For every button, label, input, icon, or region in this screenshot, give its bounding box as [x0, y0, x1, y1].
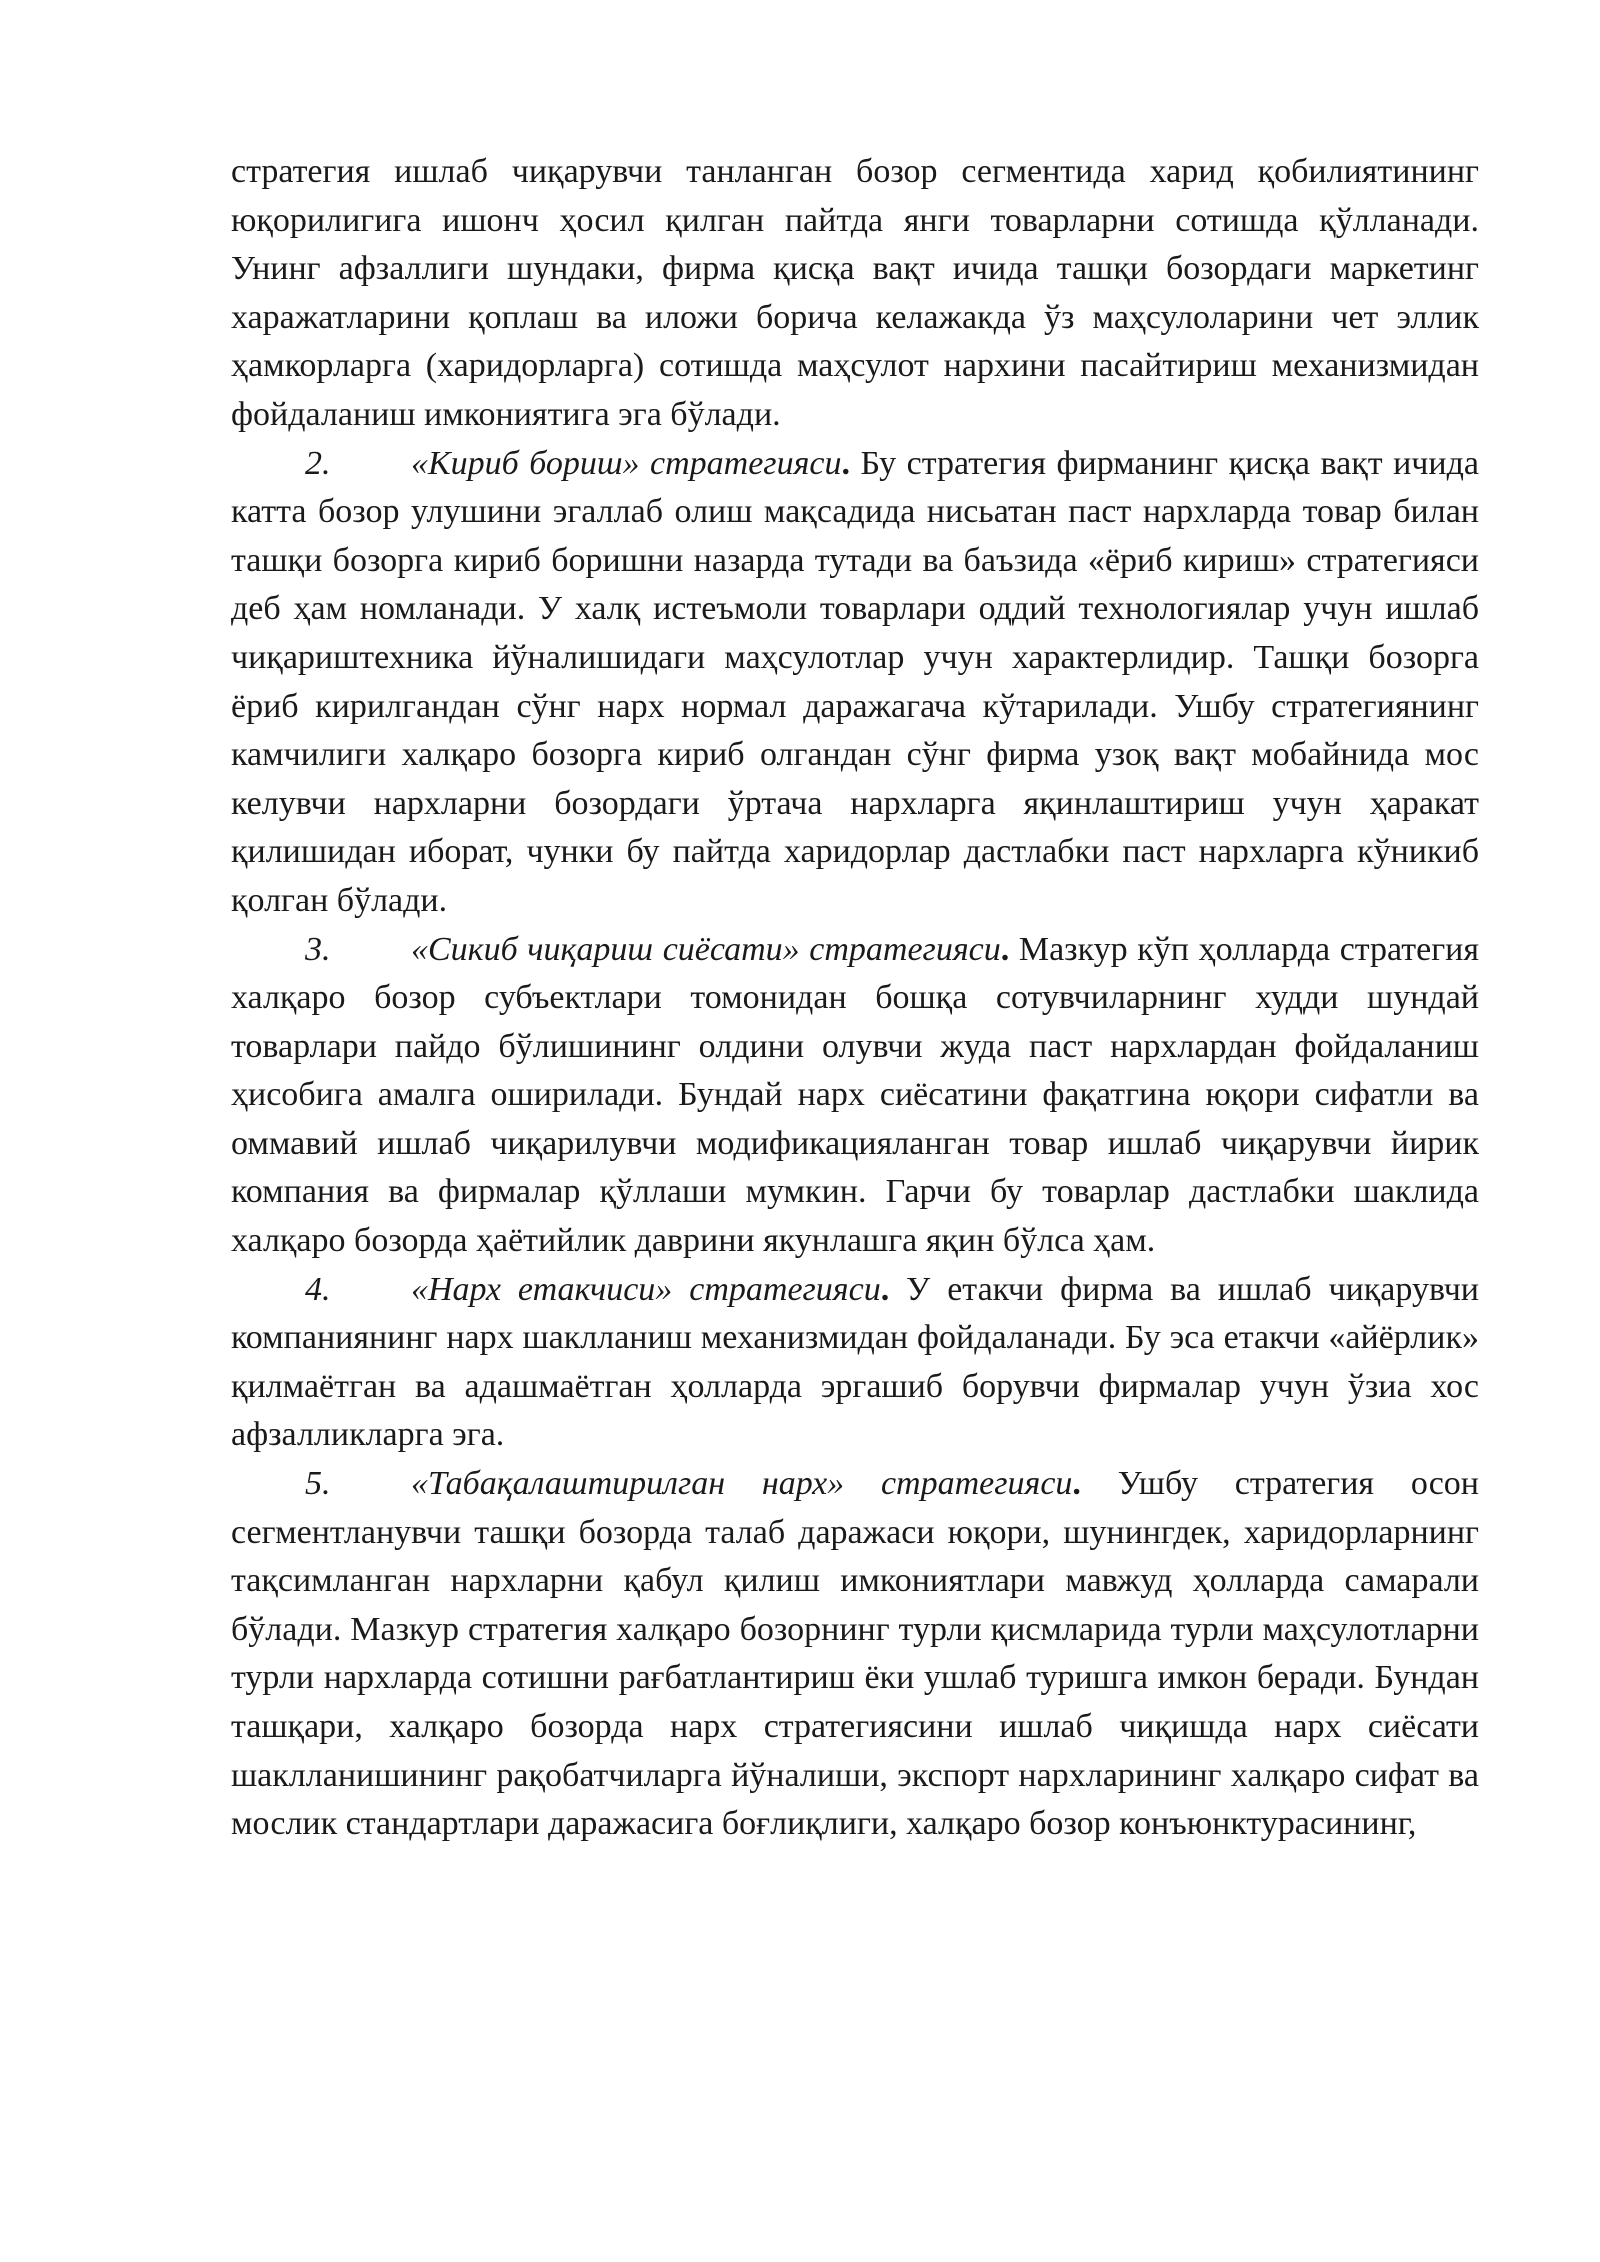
title-punct: .: [841, 444, 850, 482]
strategy-paragraph-2: [231, 440, 1479, 926]
item-number: 3.: [305, 930, 331, 968]
item-number: 2.: [305, 444, 331, 482]
document-page: [231, 148, 1479, 1849]
title-punct: .: [1000, 930, 1010, 968]
intro-paragraph: стратегия ишлаб чиқарувчи танланган бозор сегментида харид қобилиятининг юқорилигига ишонч ҳосил қилган пайтда янги товарларни сотишда қўлланади. Унинг афзаллиги шундаки, фирма қисқа вақт ичида ташқи бозордаги маркетинг харажатларини қоплаш ва иложи борича келажакда ўз маҳсулоларини чет эллик ҳамкорларга (харидорларга) сотишда маҳсулот нархини пасайтириш механизмидан фойдаланиш имкониятига эга бўлади.: [231, 153, 1479, 433]
strategy-title: «Нарх етакчиси» стратегияси: [411, 1270, 881, 1308]
strategy-paragraph-5: [231, 1460, 1479, 1849]
title-punct: .: [880, 1270, 890, 1308]
strategy-text: Бу стратегия фирманинг қисқа вақт ичида катта бозор улушини эгаллаб олиш мақсадида нисьатан паст нархларда товар билан ташқи бозорга кириб боришни назарда тутади ва баъзида «ёриб кириш» стратегияси деб ҳам номланади. У халқ истеъмоли товарлари оддий технологиялар учун ишлаб чиқариштехника йўналишидаги маҳсулотлар учун характерлидир. Ташқи бозорга ёриб кирилгандан сўнг нарх нормал даражагача кўтарилади. Ушбу стратегиянинг камчилиги халқаро бозорга кириб олгандан сўнг фирма узоқ вақт мобайнида мос келувчи нархларни бозордаги ўртача нархларга яқинлаштириш учун ҳаракат қилишидан иборат, чунки бу пайтда харидорлар дастлабки паст нархларга кўникиб қолган бўлади.: [231, 444, 1479, 919]
item-number: 4.: [305, 1270, 331, 1308]
strategy-paragraph-3: [231, 926, 1479, 1266]
strategy-title: «Кириб бориш» стратегияси: [411, 444, 842, 482]
title-punct: .: [1072, 1465, 1081, 1503]
strategy-title: «Сикиб чиқариш сиёсати» стратегияси: [411, 930, 1001, 968]
strategy-title: «Табақалаштирилган нарх» стратегияси: [411, 1465, 1073, 1503]
strategy-text: Ушбу стратегия осон сегментланувчи ташқи бозорда талаб даражаси юқори, шунингдек, харидорларнинг тақсимланган нархларни қабул қилиш имкониятлари мавжуд ҳолларда самарали бўлади. Мазкур стратегия халқаро бозорнинг турли қисмларида турли маҳсулотларни турли нархларда сотишни рағбатлантириш ёки ушлаб туришга имкон беради. Бундан ташқари, халқаро бозорда нарх стратегиясини ишлаб чиқишда нарх сиёсати шаклланишининг рақобатчиларга йўналиши, экспорт нархларининг халқаро сифат ва мослик стандартлари даражасига боғлиқлиги, халқаро бозор конъюнктурасининг,: [231, 1465, 1479, 1843]
strategy-paragraph-4: [231, 1266, 1479, 1460]
item-number: 5.: [305, 1465, 331, 1503]
strategy-text: Мазкур кўп ҳолларда стратегия халқаро бозор субъектлари томонидан бошқа сотувчиларнинг худди шундай товарлари пайдо бўлишининг олдини олувчи жуда паст нархлардан фойдаланиш ҳисобига амалга оширилади. Бундай нарх сиёсатини фақатгина юқори сифатли ва оммавий ишлаб чиқарилувчи модификацияланган товар ишлаб чиқарувчи йирик компания ва фирмалар қўллаши мумкин. Гарчи бу товарлар дастлабки шаклида халқаро бозорда ҳаётийлик даврини якунлашга яқин бўлса ҳам.: [231, 930, 1479, 1260]
strategy-text: У етакчи фирма ва ишлаб чиқарувчи компаниянинг нарх шаклланиш механизмидан фойдаланади. Бу эса етакчи «айёрлик» қилмаётган ва адашмаётган ҳолларда эргашиб борувчи фирмалар учун ўзиа хос афзалликларга эга.: [231, 1270, 1479, 1454]
